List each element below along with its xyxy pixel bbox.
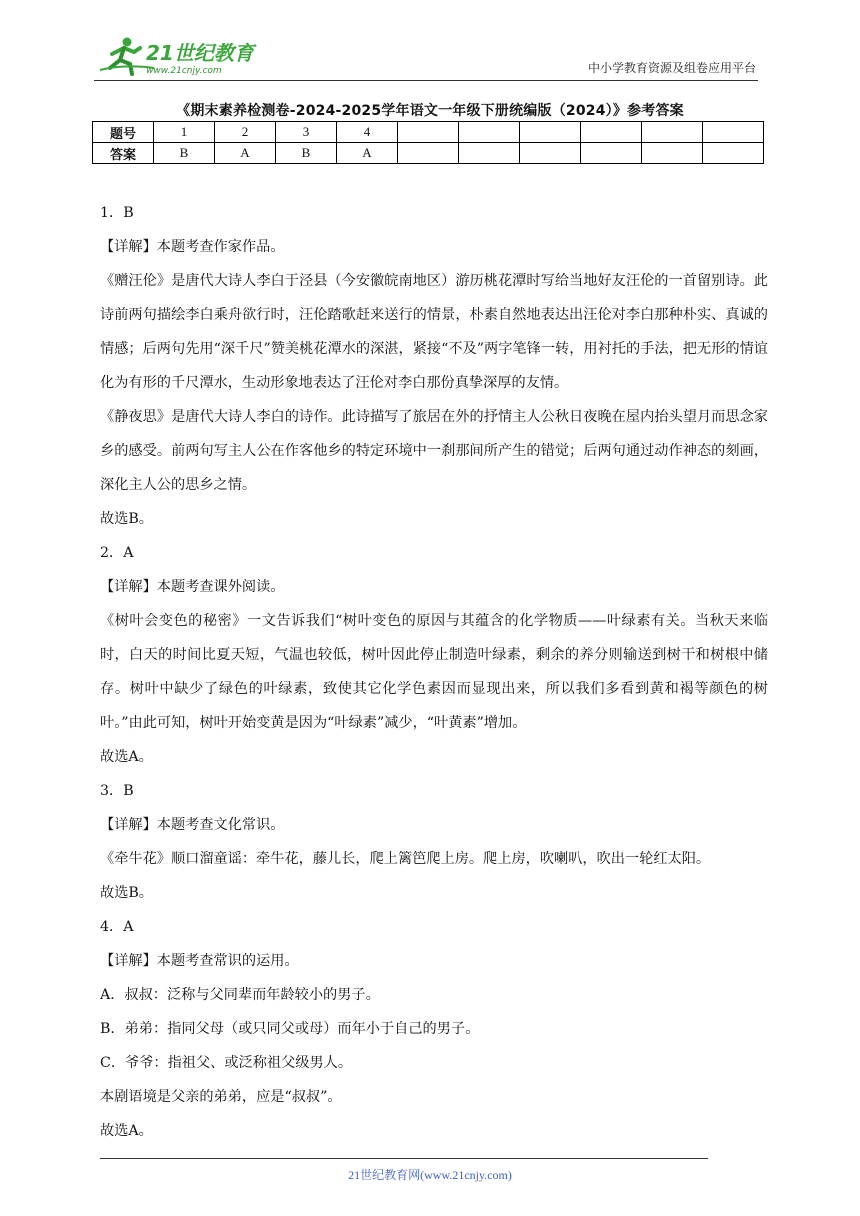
table-cell [520, 143, 581, 164]
table-row-answers [93, 143, 764, 164]
footer-link[interactable]: 21世纪教育网(www.21cnjy.com) [348, 1168, 512, 1182]
conclusion-line: 故选B。 [100, 511, 153, 527]
table-cell [642, 122, 703, 143]
conclusion-line: 故选A。 [100, 1123, 153, 1139]
page-header [94, 34, 758, 81]
document-title: 《期末素养检测卷-2024-2025学年语文一年级下册统编版（2024）》参考答案 [176, 103, 684, 119]
explanation-paragraph: 《树叶会变色的秘密》一文告诉我们“树叶变色的原因与其蕴含的化学物质——叶绿素有关。当秋天来临时，白天的时间比夏天短，气温也较低，树叶因此停止制造叶绿素，剩余的养分则输送到树干和树根中储存。树叶中缺少了绿色的叶绿素，致使其它化学色素因而显现出来，所以我们多看到黄和褐等颜色的树叶。”由此可知，树叶开始变黄是因为“叶绿素”减少，“叶黄素”增加。 [100, 613, 768, 731]
answer-heading: 1．B [100, 205, 134, 221]
detail-line: 【详解】本题考查课外阅读。 [100, 579, 285, 595]
footer-divider [100, 1158, 708, 1159]
answer-explanations [100, 196, 768, 1148]
table-cell [581, 122, 642, 143]
table-cell [642, 143, 703, 164]
explanation-paragraph: 本剧语境是父亲的弟弟，应是“叔叔”。 [100, 1089, 342, 1105]
table-cell: B [276, 143, 337, 164]
answer-heading: 2．A [100, 545, 134, 561]
option-line: B．弟弟：指同父母（或只同父或母）而年小于自己的男子。 [100, 1021, 480, 1037]
detail-line: 【详解】本题考查作家作品。 [100, 239, 285, 255]
logo-url: www.21cnjy.com [146, 66, 222, 76]
explanation-paragraph: 《赠汪伦》是唐代大诗人李白于泾县（今安徽皖南地区）游历桃花潭时写给当地好友汪伦的一首留别诗。此诗前两句描绘李白乘舟欲行时，汪伦踏歌赶来送行的情景，朴素自然地表达出汪伦对李白那种朴实、真诚的情感；后两句先用“深千尺”赞美桃花潭水的深湛，紧接“不及”两字笔锋一转，用衬托的手法，把无形的情谊化为有形的千尺潭水，生动形象地表达了汪伦对李白那份真挚深厚的友情。 [100, 273, 768, 391]
detail-line: 【详解】本题考查常识的运用。 [100, 953, 299, 969]
table-cell [703, 143, 764, 164]
conclusion-line: 故选A。 [100, 749, 153, 765]
table-cell [703, 122, 764, 143]
answer-table [92, 121, 764, 164]
answer-heading: 3．B [100, 783, 134, 799]
option-line: C．爷爷：指祖父、或泛称祖父级男人。 [100, 1055, 353, 1071]
table-cell: 4 [337, 122, 398, 143]
table-cell: B [154, 143, 215, 164]
table-header-cell: 答案 [93, 143, 154, 164]
detail-line: 【详解】本题考查文化常识。 [100, 817, 285, 833]
table-row-numbers [93, 122, 764, 143]
option-line: A．叔叔：泛称与父同辈而年龄较小的男子。 [100, 987, 380, 1003]
conclusion-line: 故选B。 [100, 885, 153, 901]
table-cell: 2 [215, 122, 276, 143]
table-cell [520, 122, 581, 143]
answer-heading: 4．A [100, 919, 134, 935]
logo-text: 21世纪教育 [146, 41, 254, 65]
logo [94, 34, 264, 78]
explanation-paragraph: 《静夜思》是唐代大诗人李白的诗作。此诗描写了旅居在外的抒情主人公秋日夜晚在屋内抬头望月而思念家乡的感受。前两句写主人公在作客他乡的特定环境中一刹那间所产生的错觉；后两句通过动作神态的刻画，深化主人公的思乡之情。 [100, 409, 768, 493]
table-cell: A [215, 143, 276, 164]
table-cell: A [337, 143, 398, 164]
table-cell [459, 143, 520, 164]
platform-label: 中小学教育资源及组卷应用平台 [587, 61, 756, 75]
table-cell [581, 143, 642, 164]
table-cell [459, 122, 520, 143]
table-cell [398, 122, 459, 143]
table-header-cell: 题号 [93, 122, 154, 143]
explanation-paragraph: 《牵牛花》顺口溜童谣：牵牛花，藤儿长，爬上篱笆爬上房。爬上房，吹喇叭，吹出一轮红太阳。 [100, 851, 711, 867]
table-cell [398, 143, 459, 164]
table-cell: 3 [276, 122, 337, 143]
table-cell: 1 [154, 122, 215, 143]
